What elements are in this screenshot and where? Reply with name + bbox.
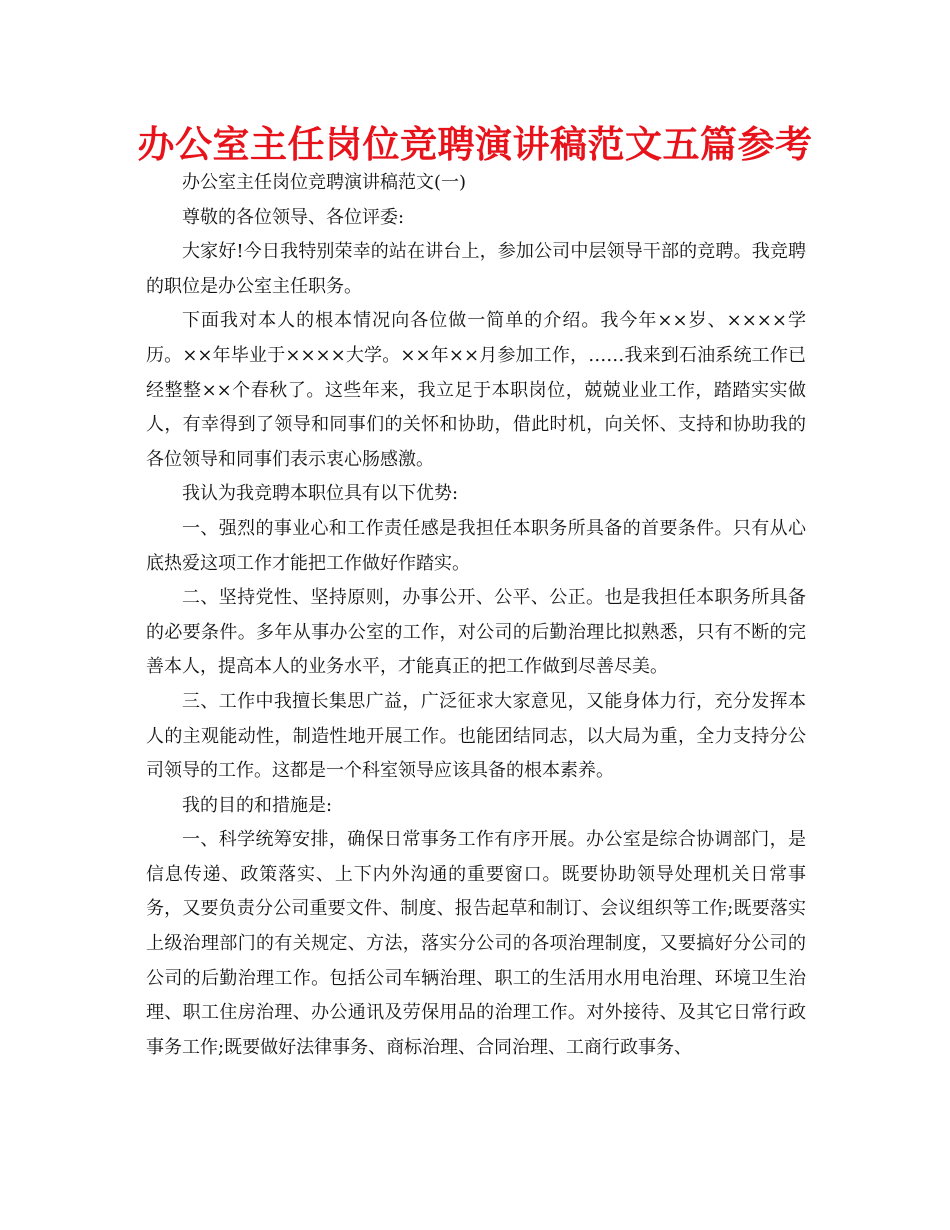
body-paragraph: 我的目的和措施是:	[182, 794, 333, 816]
subtitle-paragraph: 办公室主任岗位竞聘演讲稿范文(一)	[182, 172, 467, 193]
body-paragraph: 下面我对本人的根本情况向各位做一简单的介绍。我今年××岁、××××学历。××年毕业于××××大学。××年××月参加工作，……我来到石油系统工作已经整整××个春秋了。这些年来，我立足于本职岗位，兢兢业业工作，踏踏实实做人，有幸得到了领导和同事们的关怀和协助，借此时机，向关怀、支持和协助我的各位领导和同事们表示衷心肠感激。	[146, 310, 806, 470]
document-body	[146, 166, 806, 1065]
body-paragraph: 一、强烈的事业心和工作责任感是我担任本职务所具备的首要条件。只有从心底热爱这项工作才能把工作做好作踏实。	[146, 517, 806, 574]
body-paragraph: 三、工作中我擅长集思广益，广泛征求大家意见，又能身体力行，充分发挥本人的主观能动性，制造性地开展工作。也能团结同志，以大局为重，全力支持分公司领导的工作。这都是一个科室领导应该具备的根本素养。	[146, 690, 806, 782]
salutation-paragraph: 尊敬的各位领导、各位评委:	[182, 206, 405, 228]
body-paragraph: 我认为我竞聘本职位具有以下优势:	[182, 483, 459, 505]
document-title: 办公室主任岗位竞聘演讲稿范文五篇参考	[137, 123, 813, 166]
body-paragraph: 一、科学统筹安排，确保日常事务工作有序开展。办公室是综合协调部门，是信息传递、政策落实、上下内外沟通的重要窗口。既要协助领导处理机关日常事务，又要负责分公司重要文件、制度、报告起草和制订、会议组织等工作;既要落实上级治理部门的有关规定、方法，落实分公司的各项治理制度，又要搞好分公司的公司的后勤治理工作。包括公司车辆治理、职工的生活用水用电治理、环境卫生治理、职工住房治理、办公通讯及劳保用品的治理工作。对外接待、及其它日常行政事务工作;既要做好法律事务、商标治理、合同治理、工商行政事务、	[146, 829, 806, 1058]
body-paragraph: 大家好!今日我特别荣幸的站在讲台上，参加公司中层领导干部的竞聘。我竞聘的职位是办公室主任职务。	[146, 241, 806, 297]
body-paragraph: 二、坚持党性、坚持原则，办事公开、公平、公正。也是我担任本职务所具备的必要条件。多年从事办公室的工作，对公司的后勤治理比拟熟悉，只有不断的完善本人，提高本人的业务水平，才能真正的把工作做到尽善尽美。	[146, 587, 806, 678]
